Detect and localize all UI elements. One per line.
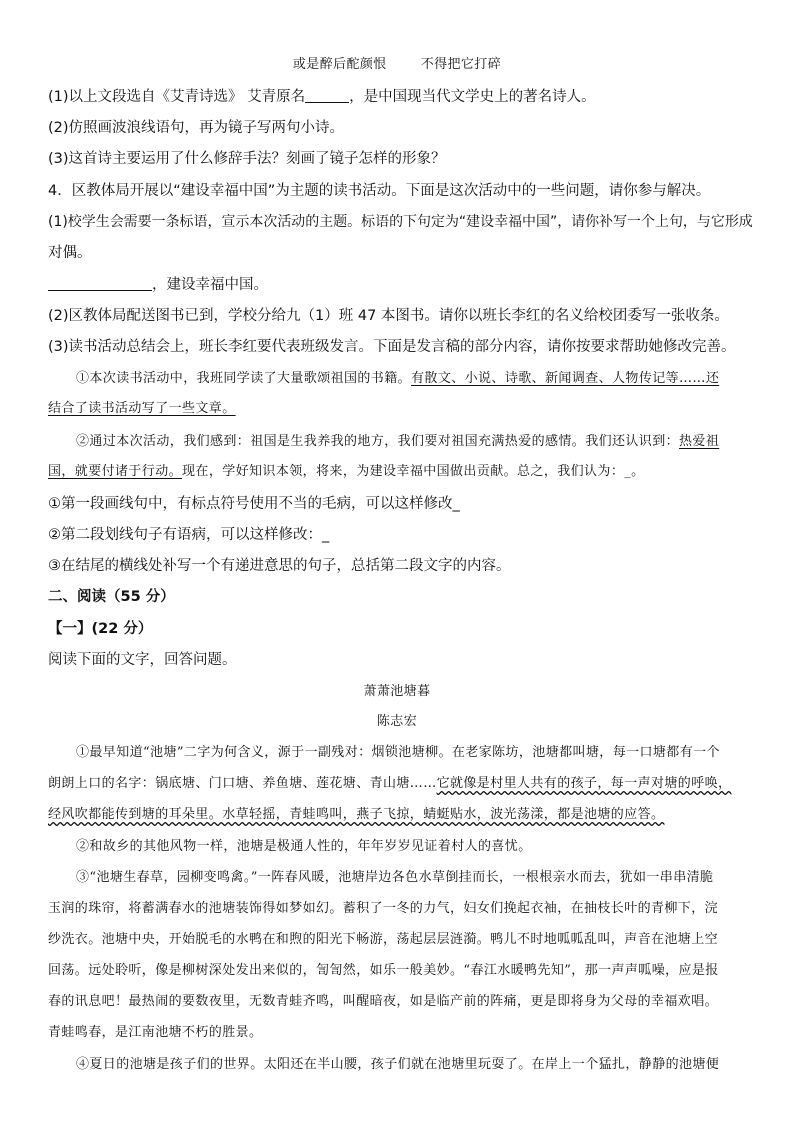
question-4-sub3: (3)读书活动总结会上，班长李红要代表班级发言。下面是发言稿的部分内容，请你按要求帮助她修改完善。 bbox=[48, 339, 736, 355]
speech-para2-underlined-b: 国，就要付诸于行动。 bbox=[48, 464, 183, 479]
essay-p1-line2 bbox=[48, 775, 731, 793]
header-poem-part2: 不得把它打碎 bbox=[420, 57, 502, 72]
speech-para2-text: ②通过本次活动，我们感到：祖国是生我养我的地方，我们要对祖国充满热爱的感情。我们还认识到： bbox=[76, 434, 680, 449]
speech-para2-blank: _。 bbox=[624, 464, 645, 479]
part-one-label: 【一】(22 分） bbox=[48, 621, 153, 637]
essay-p4-line1: ④夏日的池塘是孩子们的世界。太阳还在半山腰，孩子们就在池塘里玩耍了。在岸上一个猛扎，静静的池塘便 bbox=[76, 1057, 720, 1072]
essay-p3-line3: 纱洗衣。池塘中央，开始脱毛的水鸭在和煦的阳光下畅游，荡起层层涟漪。鸭儿不时地呱呱乱叫，声音在池塘上空 bbox=[48, 932, 719, 947]
reading-instruction: 阅读下面的文字，回答问题。 bbox=[48, 652, 237, 668]
essay-p1-wavy: 它就像是村里人共有的孩子，每一声对塘的呼唤， bbox=[436, 776, 732, 791]
question-3-2: (2)仿照画波浪线语句，再为镜子写两句小诗。 bbox=[48, 120, 345, 136]
header-poem-part1: 或是醉后酡颜恨 bbox=[292, 57, 387, 72]
question-4-sub1-line2: 对偶。 bbox=[48, 245, 92, 261]
essay-author: 陈志宏 bbox=[376, 714, 418, 729]
header-poem-line bbox=[0, 56, 794, 74]
task-2: ②第二段划线句子有语病，可以这样修改：_ bbox=[48, 527, 330, 543]
essay-p1-text: 朗朗上口的名字：锅底塘、门口塘、养鱼塘、莲花塘、青山塘…… bbox=[48, 776, 437, 791]
essay-title: 萧萧池塘暮 bbox=[363, 684, 431, 699]
speech-para2-line2 bbox=[48, 463, 645, 481]
slogan-line bbox=[48, 276, 268, 294]
question-4-sub1-line1: (1)校学生会需要一条标语，宣示本次活动的主题。标语的下句定为“建设幸福中国”，请你补写一个上句，与它形成 bbox=[48, 214, 753, 230]
speech-para1-text: ①本次读书活动中，我班同学读了大量歌颂祖国的书籍。 bbox=[76, 371, 412, 386]
section-two-heading: 二、阅读（55 分） bbox=[48, 589, 175, 605]
essay-p3-line2: 玉润的珠帘，将蓄满春水的池塘装饰得如梦如幻。蓄积了一冬的力气，妇女们挽起衣袖，在抽枝长叶的青柳下，浣 bbox=[48, 901, 719, 916]
slogan-tail: ，建设幸福中国。 bbox=[152, 277, 268, 293]
essay-p1-line1: ①最早知道“池塘”二字为何含义，源于一副残对：烟锁池塘柳。在老家陈坊，池塘都叫塘，每一口塘都有一个 bbox=[76, 745, 720, 760]
essay-p1-line3: 经风吹都能传到塘的耳朵里。水草轻摇，青蛙鸣叫，燕子飞掠，蜻蜓贴水，波光荡漾，都是池塘的应答。 bbox=[48, 807, 665, 822]
q3-1-answer-blank[interactable] bbox=[305, 88, 349, 103]
question-4-intro: 4．区教体局开展以“建设幸福中国”为主题的读书活动。下面是这次活动中的一些问题，请你参与解决。 bbox=[48, 183, 711, 199]
slogan-answer-blank[interactable] bbox=[48, 276, 152, 291]
speech-para2-underlined-a: 热爱祖 bbox=[679, 434, 720, 449]
question-3-3: (3)这首诗主要运用了什么修辞手法？刻画了镜子怎样的形象？ bbox=[48, 151, 446, 167]
essay-p2: ②和故乡的其他风物一样，池塘是极通人性的，年年岁岁见证着村人的喜忧。 bbox=[76, 839, 532, 854]
speech-para1-line2: 结合了读书活动写了一些文章。 bbox=[48, 401, 236, 416]
q3-1-text-before: (1)以上文段选自《艾青诗选》 艾青原名 bbox=[48, 89, 306, 105]
task-3: ③在结尾的横线处补写一个有递进意思的句子，总括第二段文字的内容。 bbox=[48, 558, 511, 574]
speech-para1-underlined: 有散文、小说、诗歌、新闻调查、人物传记等……还 bbox=[411, 371, 720, 386]
essay-p3-line6: 青蛙鸣春，是江南池塘不朽的胜景。 bbox=[48, 1025, 263, 1040]
speech-para1-line1 bbox=[76, 370, 719, 388]
task-1: ①第一段画线句中，有标点符号使用不当的毛病，可以这样修改_ bbox=[48, 496, 460, 512]
essay-p3-line4: 回荡。远处聆听，像是柳树深处发出来似的，訇訇然，如乐一般美妙。“春江水暖鸭先知”，那一声声呱噪，应是报 bbox=[48, 963, 719, 978]
speech-para2-text-b: 现在，学好知识本领，将来，为建设幸福中国做出贡献。总之，我们认为： bbox=[182, 464, 625, 479]
q3-1-text-after: ，是中国现当代文学史上的著名诗人。 bbox=[349, 89, 596, 105]
essay-p3-line1: ③“池塘生春草，园柳变鸣禽。”一阵春风暖，池塘岸边各色水草倒挂而长，一根根亲水而去，犹如一串串清脆 bbox=[76, 870, 714, 885]
essay-p3-line5: 春的讯息吧！最热闹的要数夜里，无数青蛙齐鸣，叫醒暗夜，如是临产前的阵痛，更是即将身为父母的幸福欢唱。 bbox=[48, 994, 719, 1009]
question-4-sub2: (2)区教体局配送图书已到，学校分给九（1）班 47 本图书。请你以班长李红的名义给校团委写一张收条。 bbox=[48, 308, 729, 324]
speech-para2-line1 bbox=[76, 433, 719, 451]
question-3-1 bbox=[48, 88, 596, 106]
